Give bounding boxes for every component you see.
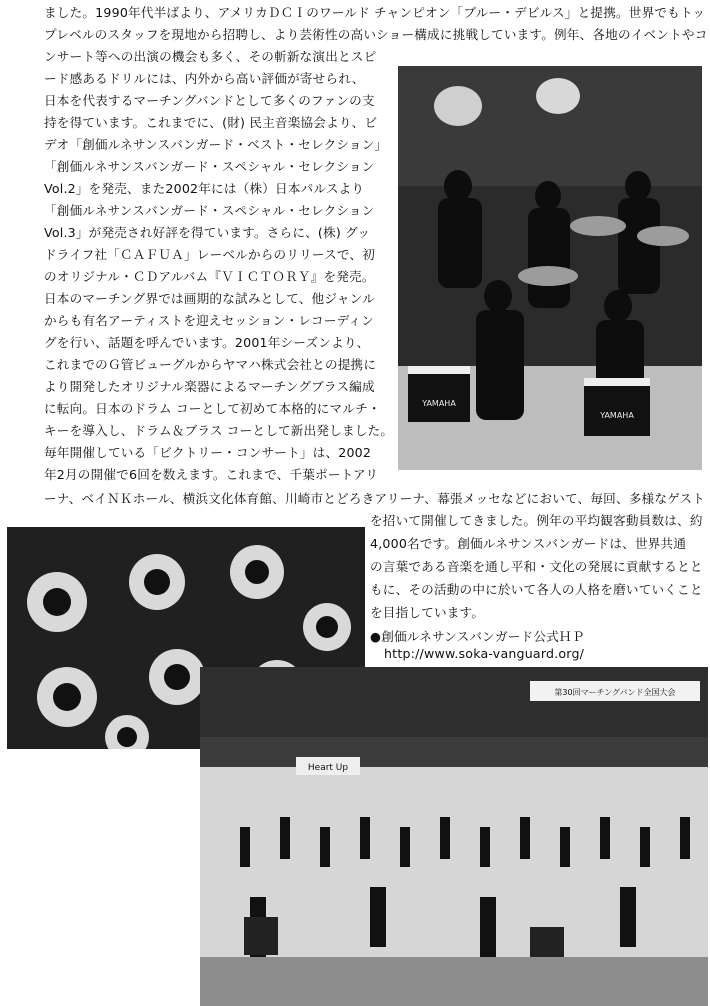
text-line-left-18: キーを導入し、ドラム＆ブラス コーとして新出発しました。 [44,423,394,438]
text-line-left-11: のオリジナル・ＣＤアルバム『ＶＩＣＴＯＲＹ』を発売。 [44,269,375,284]
text-line-right-1: を招いて開催してきました。例年の平均観客動員数は、約 [370,513,703,528]
text-line-left-2: ード感あるドリルには、内外から高い評価が寄せられ、 [44,71,365,86]
text-line-right-5: を目指しています。 [370,605,485,620]
text-line-mid: ーナ、ベイＮＫホール、横浜文化体育館、川崎市とどろきアリーナ、幕張メッセなどにおいて、毎回、多様なゲスト [44,491,705,506]
arena-banner-text: 第30回マーチングバンド全国大会 [554,688,676,697]
text-line-left-17: に転向。日本のドラム コーとして初めて本格的にマルチ・ [44,401,381,416]
text-line-left-4: 持を得ています。これまでに、(財) 民主音楽協会より、ビ [44,115,378,130]
text-line-left-12: 日本のマーチング界では画期的な試みとして、他ジャンル [44,291,375,306]
drumline-photo [398,66,702,470]
text-line-left-8: 「創価ルネサンスバンガード・スペシャル・セレクション [44,203,375,218]
text-line-right-4: もに、その活動の中に於いて各人の人格を磨いていくこと [370,582,703,597]
text-line-top-2: プレベルのスタッフを現地から招聘し、より芸術性の高いショー構成に挑戦しています。例年、各地のイベントやコ [44,27,708,42]
drum-brand-label: YAMAHA [600,411,634,420]
text-line-left-20: 年2月の開催で6回を数えます。これまで、千葉ポートアリ [44,467,379,482]
arena-sign-text: Heart Up [307,763,349,773]
text-line-top-1: ました。1990年代半ばより、アメリカＤＣＩのワールド チャンピオン「ブルー・デビルス」と提携。世界でもトッ [44,5,706,20]
text-line-left-10: ドライフ社「ＣＡＦＵＡ」レーベルからのリリースで、初 [44,247,375,262]
text-line-left-15: これまでのＧ管ビューグルからヤマハ株式会社との提携に [44,357,377,372]
text-line-left-13: からも有名アーティストを迎えセッション・レコーディン [44,313,374,328]
website-link[interactable]: http://www.soka-vanguard.org/ [384,646,585,661]
drum-brand-label: YAMAHA [422,399,456,408]
text-line-left-3: 日本を代表するマーチングバンドとして多くのファンの支 [44,93,375,108]
text-line-right-2: 4,000名です。創価ルネサンスバンガードは、世界共通 [370,536,687,551]
website-label: ●創価ルネサンスバンガード公式ＨＰ [370,629,585,644]
text-line-left-1: ンサート等への出演の機会も多く、その斬新な演出とスピ [44,49,377,64]
text-line-left-6: 「創価ルネサンスバンガード・スペシャル・セレクション [44,159,375,174]
text-line-left-5: デオ「創価ルネサンスバンガード・ベスト・セレクション」 [44,137,388,152]
text-line-right-3: の言葉である音楽を通し平和・文化の発展に貢献するとと [370,559,703,574]
text-line-left-9: Vol.3」が発売され好評を得ています。さらに、(株) グッ [44,225,371,240]
text-line-left-19: 毎年開催している「ビクトリー・コンサート」は、2002 [44,445,372,460]
text-line-left-14: グを行い、話題を呼んでいます。2001年シーズンより、 [44,335,370,350]
arena-performance-photo [200,667,708,1006]
text-line-left-7: Vol.2」を発売、また2002年には（株）日本パルスより [44,181,365,196]
text-line-left-16: より開発したオリジナル楽器によるマーチングブラス編成 [44,379,375,394]
